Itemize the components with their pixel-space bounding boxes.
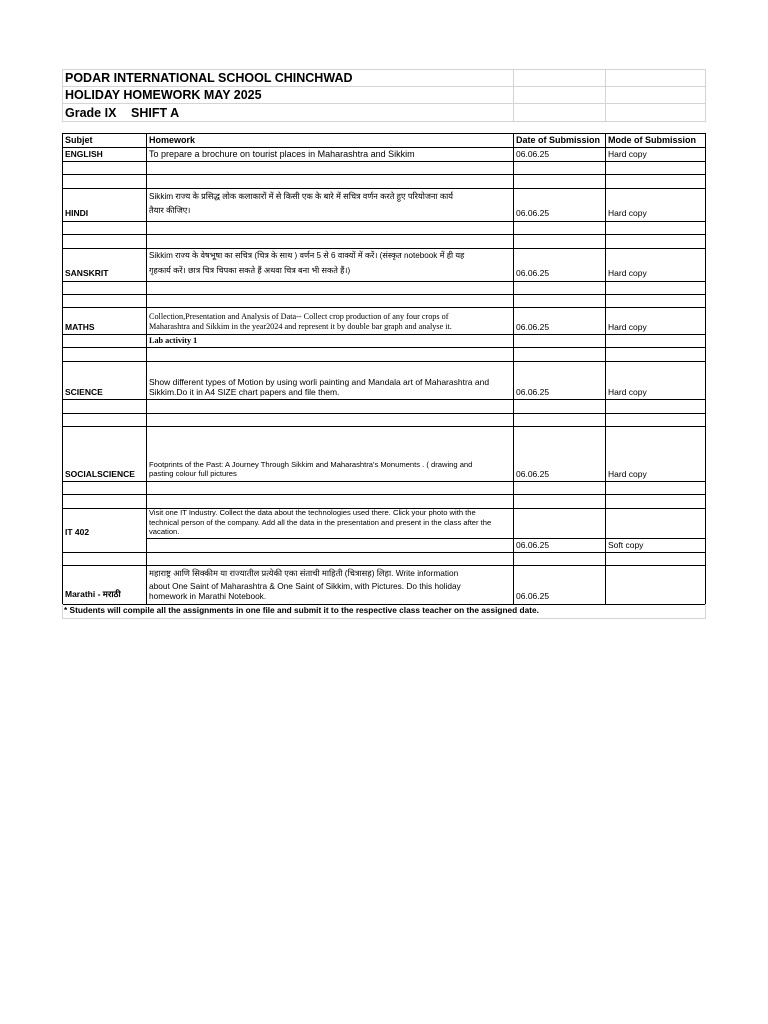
- gridline: [605, 69, 606, 121]
- homework-line: Sikkim राज्य के वेषभूषा का सचित्र (चित्र के साथ ) वर्णन 5 से 6 वाक्यों में करें। (संस्कृत notebook में ही यह: [149, 251, 465, 260]
- homework-line: homework in Marathi Notebook.: [149, 591, 267, 601]
- homework-line: महाराष्ट्र आणि सिक्कीम या राज्यातील प्रत्येकी एका संताची माहिती (चित्रासह) लिहा. Write information: [149, 568, 459, 578]
- date-cell: 06.06.25: [516, 591, 550, 601]
- table-border: [62, 413, 706, 414]
- table-border: [62, 565, 706, 566]
- table-border: [62, 481, 706, 482]
- subject-cell: MATHS: [65, 322, 95, 332]
- table-border: [62, 494, 706, 495]
- table-border: [62, 281, 706, 282]
- subject-cell: SOCIALSCIENCE: [65, 469, 135, 479]
- table-border: [62, 426, 706, 427]
- mode-cell: Hard copy: [608, 149, 647, 159]
- table-border: [62, 334, 706, 335]
- homework-cell: To prepare a brochure on tourist places in Maharashtra and Sikkim: [149, 149, 415, 159]
- homework-line: Footprints of the Past: A Journey Through Sikkim and Maharashtra's Monuments . ( drawing and: [149, 460, 473, 469]
- date-cell: 06.06.25: [516, 268, 550, 278]
- homework-line: तैयार कीजिए।: [149, 206, 191, 215]
- gridline: [62, 69, 63, 121]
- gridline: [705, 69, 706, 121]
- column-header-subject: Subjet: [65, 135, 93, 145]
- column-header-date: Date of Submission: [516, 135, 601, 145]
- subject-cell: ENGLISH: [65, 149, 103, 159]
- homework-line: Visit one IT Industry. Collect the data about the technologies used there. Click your photo with the: [149, 508, 476, 517]
- grade-label: Grade IX: [65, 106, 117, 120]
- shift-label: SHIFT A: [131, 106, 180, 120]
- homework-line: vacation.: [149, 527, 180, 536]
- table-border: [62, 147, 706, 148]
- homework-line: Show different types of Motion by using worli painting and Mandala art of Maharashtra and: [149, 377, 490, 387]
- table-border: [62, 221, 706, 222]
- gridline: [62, 121, 706, 122]
- mode-cell: Hard copy: [608, 322, 647, 332]
- mode-cell: Hard copy: [608, 208, 647, 218]
- subject-cell: SANSKRIT: [65, 268, 109, 278]
- table-border: [62, 188, 706, 189]
- homework-line: pasting colour full pictures: [149, 469, 237, 478]
- table-border: [62, 248, 706, 249]
- subject-cell: HINDI: [65, 208, 89, 218]
- mode-cell: Hard copy: [608, 387, 647, 397]
- table-border: [62, 174, 706, 175]
- table-border: [605, 133, 606, 605]
- gridline: [62, 604, 63, 618]
- mode-cell: Soft copy: [608, 540, 644, 550]
- table-border: [62, 234, 706, 235]
- table-border: [513, 133, 514, 605]
- school-name: PODAR INTERNATIONAL SCHOOL CHINCHWAD: [65, 71, 353, 85]
- mode-cell: Hard copy: [608, 268, 647, 278]
- subject-cell: SCIENCE: [65, 387, 103, 397]
- homework-line: Collection,Presentation and Analysis of Data-- Collect crop production of any four crops of: [149, 312, 449, 321]
- gridline: [62, 103, 706, 104]
- subject-cell: Marathi - मराठी: [65, 589, 121, 599]
- lab-activity-label: Lab activity 1: [149, 336, 198, 345]
- date-cell: 06.06.25: [516, 322, 550, 332]
- footer-note: * Students will compile all the assignments in one file and submit it to the respective class teacher on the assigned date.: [64, 605, 539, 615]
- table-border: [62, 307, 706, 308]
- date-cell: 06.06.25: [516, 540, 550, 550]
- gridline: [513, 69, 514, 121]
- column-header-mode: Mode of Submission: [608, 135, 697, 145]
- date-cell: 06.06.25: [516, 208, 550, 218]
- table-border: [62, 133, 706, 134]
- table-border: [62, 294, 706, 295]
- homework-line: Sikkim राज्य के प्रसिद्ध लोक कलाकारों में से किसी एक के बारे में सचित्र वर्णन करते हुए परियोजना कार्य: [149, 192, 453, 201]
- homework-line: गृहकार्य करें। छात्र चित्र चिपका सकते हैं अथवा चित्र बना भी सकते हैं।): [149, 266, 351, 275]
- homework-line: Sikkim.Do it in A4 SIZE chart papers and file them.: [149, 387, 340, 397]
- gridline: [62, 86, 706, 87]
- table-border: [146, 538, 706, 539]
- homework-title: HOLIDAY HOMEWORK MAY 2025: [65, 88, 262, 102]
- column-header-homework: Homework: [149, 135, 196, 145]
- homework-line: technical person of the company. Add all the data in the presentation and present in the class after the: [149, 518, 492, 527]
- date-cell: 06.06.25: [516, 149, 550, 159]
- date-cell: 06.06.25: [516, 387, 550, 397]
- mode-cell: Hard copy: [608, 469, 647, 479]
- homework-line: Maharashtra and Sikkim in the year2024 and represent it by double bar graph and analyse it.: [149, 322, 452, 331]
- gridline: [62, 69, 706, 70]
- table-border: [62, 347, 706, 348]
- table-border: [62, 361, 706, 362]
- gridline: [705, 604, 706, 618]
- date-cell: 06.06.25: [516, 469, 550, 479]
- gridline: [62, 618, 706, 619]
- table-border: [62, 161, 706, 162]
- table-border: [62, 552, 706, 553]
- table-border: [705, 133, 706, 605]
- table-border: [146, 133, 147, 605]
- table-border: [62, 133, 63, 605]
- table-border: [62, 399, 706, 400]
- homework-line: about One Saint of Maharashtra & One Saint of Sikkim, with Pictures. Do this holiday: [149, 581, 461, 591]
- subject-cell: IT 402: [65, 527, 90, 537]
